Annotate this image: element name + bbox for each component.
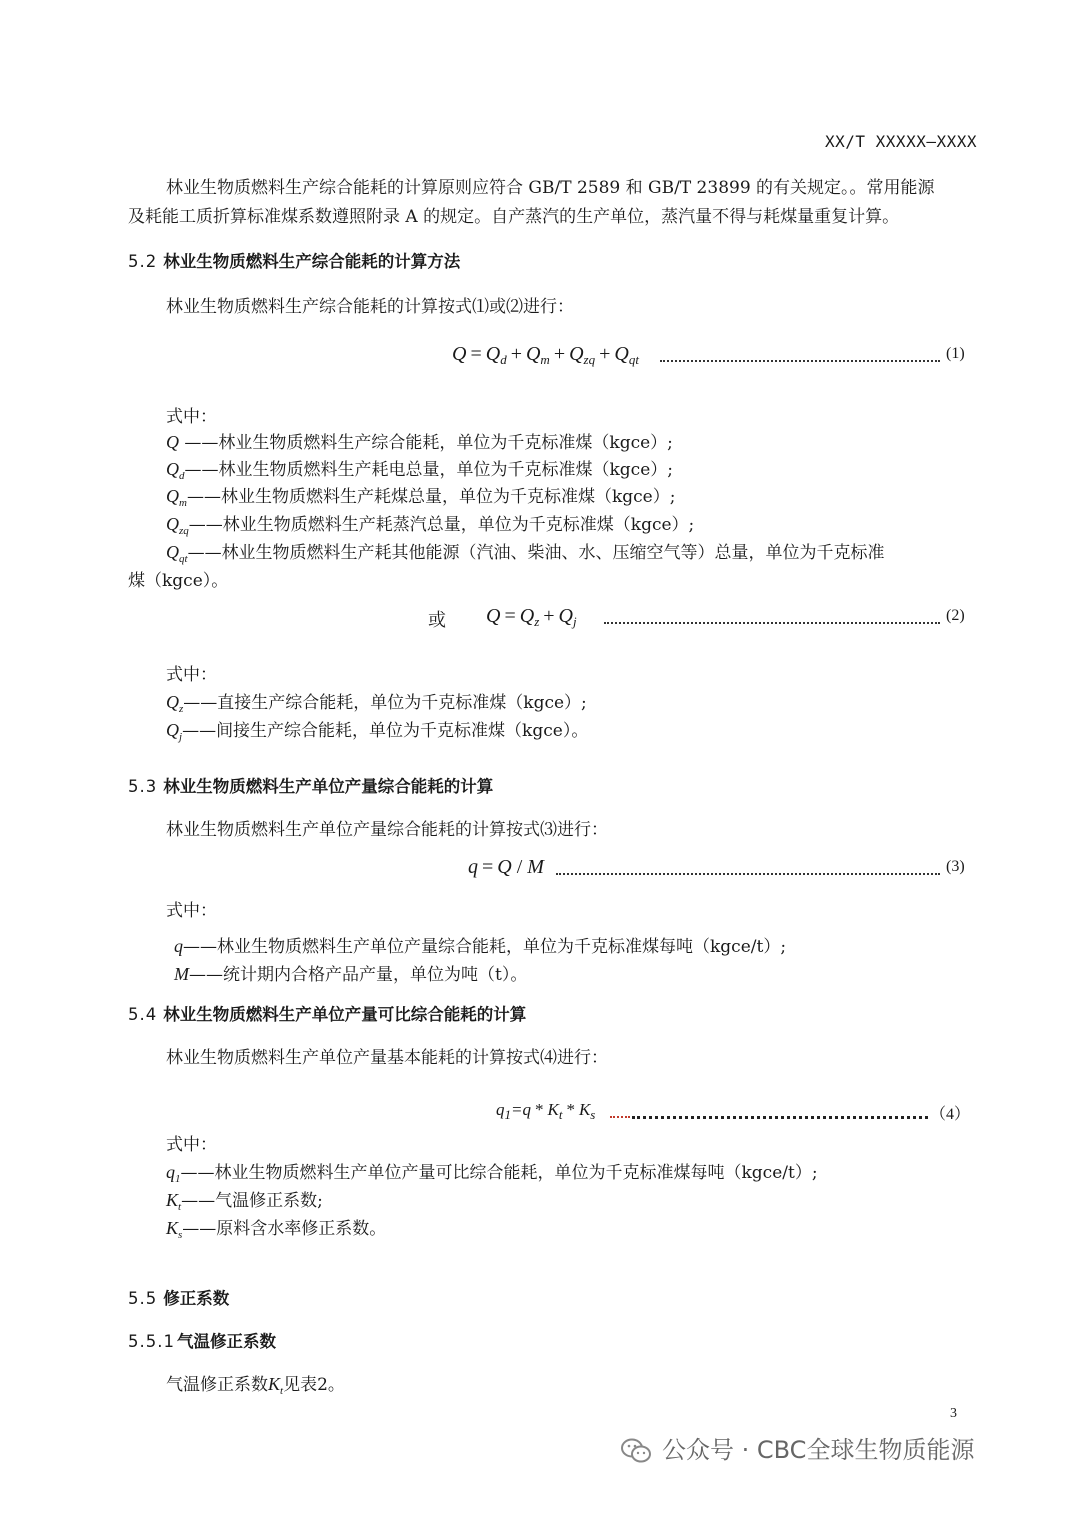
equation-number-2: (2)	[946, 607, 965, 624]
section-title: 林业生物质燃料生产综合能耗的计算方法	[163, 252, 461, 271]
section-number: 5.2	[128, 252, 158, 271]
leader-dots-2	[604, 622, 940, 624]
watermark	[620, 1430, 974, 1465]
section-number: 5.4	[128, 1005, 158, 1024]
section-5-5-1-heading	[128, 1328, 276, 1352]
where-label-4: 式中：	[166, 1135, 217, 1155]
definition-Q: Q ——林业生物质燃料生产综合能耗，单位为千克标准煤（kgce）;	[166, 432, 673, 453]
definition-Kt: $K_t——$气温修正系数;	[166, 1190, 323, 1213]
section-5-5-heading	[128, 1285, 229, 1309]
definition-Ks: $K_s——$原料含水率修正系数。	[166, 1218, 387, 1241]
formula-1: $Q = Q_d + Q_m + Q_{zq} + Q_{qt}$	[452, 343, 639, 367]
wechat-icon	[620, 1437, 652, 1465]
document-code: XX/T XXXXX—XXXX	[825, 132, 977, 151]
page-number: 3	[950, 1406, 957, 1421]
equation-number-1: (1)	[946, 345, 965, 362]
definition-Qj: $Q_j——$间接生产综合能耗，单位为千克标准煤（kgce）。	[166, 720, 589, 743]
definition-Qm: $Q_m——$林业生物质燃料生产耗煤总量，单位为千克标准煤（kgce）;	[166, 486, 676, 509]
leader-dots-4	[632, 1116, 928, 1119]
section-5-2-heading	[128, 248, 460, 272]
definition-Qz: $Q_z——$直接生产综合能耗，单位为千克标准煤（kgce）;	[166, 692, 587, 715]
formula-2: $Q = Q_z + Q_j$	[486, 605, 577, 629]
where-label-2: 式中：	[166, 665, 217, 685]
section-number: 5.5.1	[128, 1332, 175, 1351]
definition-Qqt-continued: 煤（kgce）。	[128, 571, 229, 591]
intro-line-2: 及耗能工质折算标准煤系数遵照附录 A 的规定。自产蒸汽的生产单位，蒸汽量不得与耗煤量重复计算。	[128, 207, 900, 227]
section-number: 5.3	[128, 777, 158, 796]
section-5-3-lead: 林业生物质燃料生产单位产量综合能耗的计算按式⑶进行：	[166, 820, 608, 840]
section-title: 林业生物质燃料生产单位产量可比综合能耗的计算	[163, 1005, 527, 1024]
equation-number-3: (3)	[946, 858, 965, 875]
where-label-3: 式中：	[166, 901, 217, 921]
where-label-1: 式中：	[166, 407, 217, 427]
section-title: 气温修正系数	[176, 1332, 276, 1351]
section-title: 林业生物质燃料生产单位产量综合能耗的计算	[163, 777, 494, 796]
equation-number-4: （4）	[930, 1106, 971, 1123]
section-5-4-lead: 林业生物质燃料生产单位产量基本能耗的计算按式⑷进行：	[166, 1048, 608, 1068]
section-title: 修正系数	[163, 1289, 230, 1308]
section-5-3-heading	[128, 773, 493, 797]
definition-Qd: $Q_d——$林业生物质燃料生产耗电总量，单位为千克标准煤（kgce）;	[166, 459, 673, 482]
definition-q: q——林业生物质燃料生产单位产量综合能耗，单位为千克标准煤每吨（kgce/t）;	[174, 936, 787, 957]
definition-q1: $q_1——$林业生物质燃料生产单位产量可比综合能耗，单位为千克标准煤每吨（kgce/t）;	[166, 1162, 818, 1185]
formula-3: q = Q / M	[468, 856, 544, 878]
section-number: 5.5	[128, 1289, 158, 1308]
formula-4: $q_1=q * K_t * K_s$	[496, 1100, 596, 1122]
definition-Qqt: $Q_{qt}——$林业生物质燃料生产耗其他能源（汽油、柴油、水、压缩空气等）总量，单位为千克标准	[166, 542, 885, 565]
definition-M: M——统计期内合格产品产量，单位为吨（t）。	[174, 964, 528, 985]
intro-line-1: 林业生物质燃料生产综合能耗的计算原则应符合 GB/T 2589 和 GB/T 23899 的有关规定。。常用能源	[166, 178, 935, 198]
definition-Qzq: $Q_{zq}——$林业生物质燃料生产耗蒸汽总量，单位为千克标准煤（kgce）;	[166, 514, 695, 537]
leader-dots-1	[660, 360, 940, 362]
leader-dots-4-red	[610, 1116, 630, 1118]
section-5-5-1-text: 气温修正系数$K_t$见表2。	[166, 1374, 345, 1397]
leader-dots-3	[556, 873, 940, 875]
or-label: 或	[428, 610, 446, 631]
section-5-2-lead: 林业生物质燃料生产综合能耗的计算按式⑴或⑵进行：	[166, 297, 574, 317]
section-5-4-heading	[128, 1001, 526, 1025]
watermark-text: 公众号 · CBC全球生物质能源	[662, 1436, 975, 1464]
